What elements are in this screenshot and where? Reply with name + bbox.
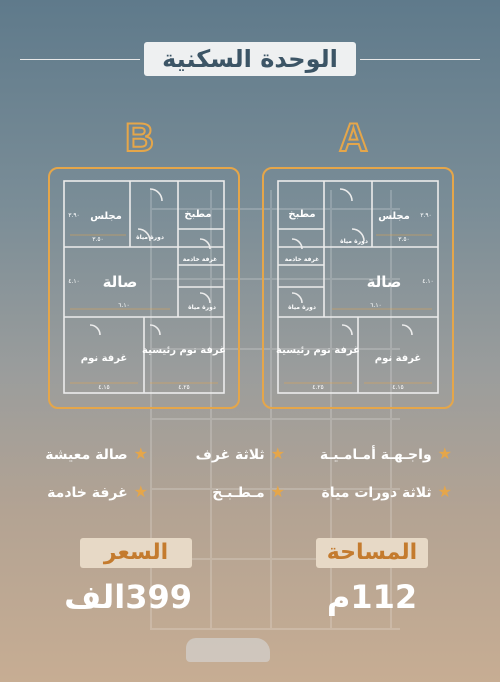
star-icon: ★ [133,482,148,501]
page-title: الوحدة السكنية [144,42,356,76]
plan-a-sala: صالة [366,273,402,291]
area-value: 112م [326,578,418,616]
plan-a-dim-c: ٤.١٠ [422,278,434,285]
star-icon: ★ [133,444,148,463]
plan-b-master-bedroom: غرفة نوم رئيسية [142,345,226,356]
plan-b-majlis: مجلس [90,211,122,222]
feature-front-facade: ★واجـهـة أمـامـيـة [319,444,452,463]
plan-a-dim-a: ٣.٩٠ [420,212,432,219]
star-icon: ★ [437,444,452,463]
feature-three-rooms: ★ثلاثة غرف [195,444,285,463]
plan-b-maid-room: غرفة خادمة [182,256,218,263]
plan-a-dim-f: ٤.٢٥ [312,384,324,391]
plan-b-sala: صالة [102,273,138,291]
plan-b-bath-1: دورة مياة [136,234,164,241]
plan-b-bath-2: دورة مياة [188,304,216,311]
feature-kitchen: ★مـطـبـخ [212,482,285,501]
floor-plan-b-drawing [50,169,238,407]
unit-b-label: B [125,116,154,160]
plan-a-matbakh: مطبخ [288,209,316,220]
background-car [186,638,270,662]
plan-b-dim-b: ٣.٥٠ [92,236,104,243]
plan-b-dim-f: ٤.٢٥ [178,384,190,391]
plan-a-bedroom: غرفة نوم [374,353,422,364]
area-label: المساحة [316,538,428,568]
plan-a-majlis: مجلس [378,211,410,222]
title-line-right [360,59,480,60]
feature-maid-room: ★غرفة خادمة [47,482,148,501]
plan-b-bedroom: غرفة نوم [80,353,128,364]
plan-a-dim-e: ٤.١٥ [392,384,404,391]
title-banner [0,42,500,78]
unit-a-label: A [339,116,368,160]
title-line-left [20,59,140,60]
floor-plan-a [262,167,454,409]
star-icon: ★ [437,482,452,501]
price-value: 399الف [64,578,192,616]
plan-b-matbakh: مطبخ [184,209,212,220]
floor-plan-b [48,167,240,409]
feature-three-bathrooms: ★ثلاثة دورات مياة [321,482,452,501]
plan-b-dim-a: ٣.٩٠ [68,212,80,219]
plan-a-bath-2: دورة مياة [288,304,316,311]
plan-b-dim-c: ٤.١٠ [68,278,80,285]
plan-b-dim-e: ٤.١٥ [98,384,110,391]
plan-a-master-bedroom: غرفة نوم رئيسية [276,345,360,356]
floor-plan-a-drawing [264,169,452,407]
star-icon: ★ [270,444,285,463]
star-icon: ★ [270,482,285,501]
price-label: السعر [80,538,192,568]
plan-b-dim-d: ٦.١٠ [118,302,130,309]
plan-a-bath-1: دورة مياة [340,238,368,245]
plan-a-dim-b: ٣.٥٠ [398,236,410,243]
plan-a-maid-room: غرفة خادمة [284,256,320,263]
feature-living-hall: ★صالة معيشة [45,444,148,463]
plan-a-dim-d: ٦.١٠ [370,302,382,309]
